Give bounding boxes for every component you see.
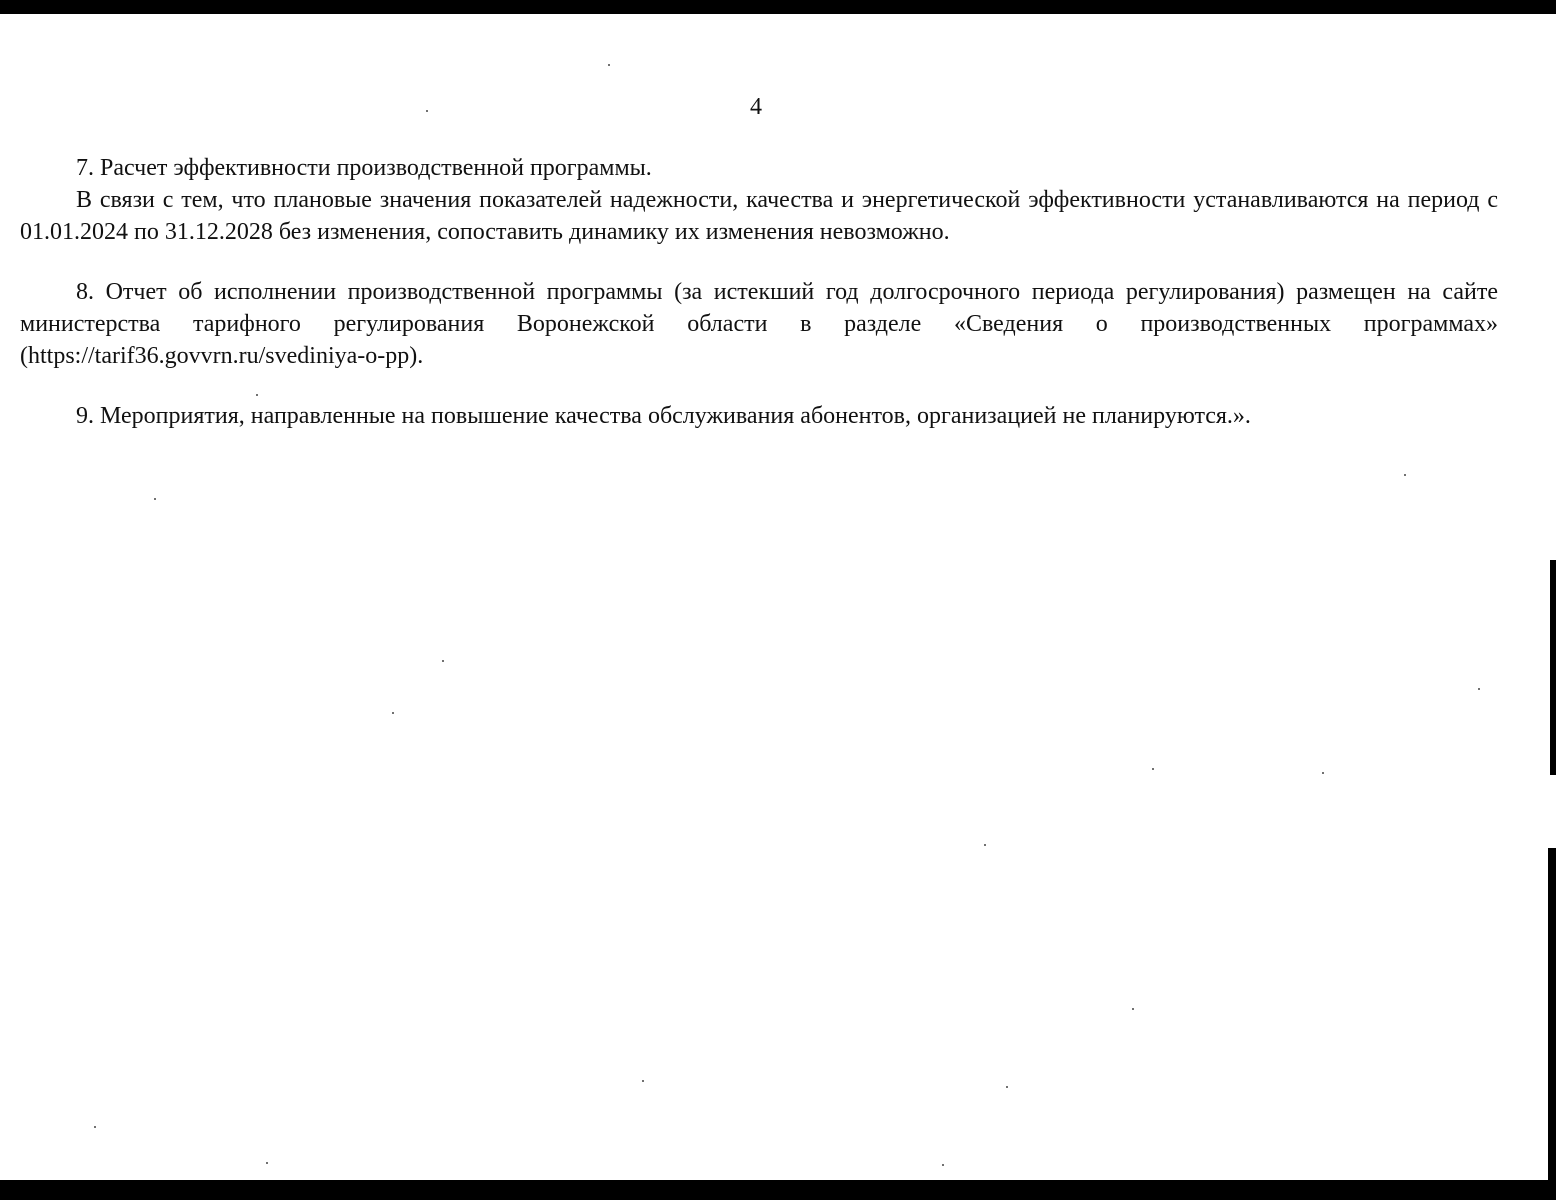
scan-speck — [154, 498, 156, 500]
paragraph-8: 8. Отчет об исполнении производственной программы (за истекший год долгосрочного периода регулирования) размещен на сайте министерства тарифного регулирования Воронежской области в разделе «Сведения о производственных программах» (https://tarif36.govvrn.ru/svediniya-o-pp). — [20, 279, 1498, 369]
scan-speck — [94, 1126, 96, 1128]
scan-border-top — [0, 0, 1556, 14]
scan-speck — [392, 712, 394, 714]
scan-border-right-upper — [1550, 560, 1556, 775]
paragraph-9: 9. Мероприятия, направленные на повышение качества обслуживания абонентов, организацией не планируются.». — [76, 403, 1251, 429]
paragraph-7-body: В связи с тем, что плановые значения показателей надежности, качества и энергетической эффективности устанавливаются на период с 01.01.2024 по 31.12.2028 без изменения, сопоставить динамику их изменения невозможно. — [20, 187, 1498, 245]
document-body — [20, 152, 1498, 432]
scan-border-bottom — [0, 1180, 1556, 1200]
scan-speck — [1152, 768, 1154, 770]
scan-speck — [984, 844, 986, 846]
scan-speck — [942, 1164, 944, 1166]
scan-speck — [256, 394, 258, 396]
paragraph-7-heading: 7. Расчет эффективности производственной программы. — [76, 155, 652, 181]
scan-border-right-lower — [1548, 848, 1556, 1180]
scan-speck — [642, 1080, 644, 1082]
scan-speck — [266, 1162, 268, 1164]
scan-speck — [1006, 1086, 1008, 1088]
scan-speck — [1404, 474, 1406, 476]
scan-speck — [426, 110, 428, 112]
scan-speck — [608, 64, 610, 66]
scan-speck — [442, 660, 444, 662]
scan-speck — [1132, 1008, 1134, 1010]
page-number: 4 — [750, 94, 762, 120]
scan-speck — [1322, 772, 1324, 774]
scan-speck — [1478, 688, 1480, 690]
